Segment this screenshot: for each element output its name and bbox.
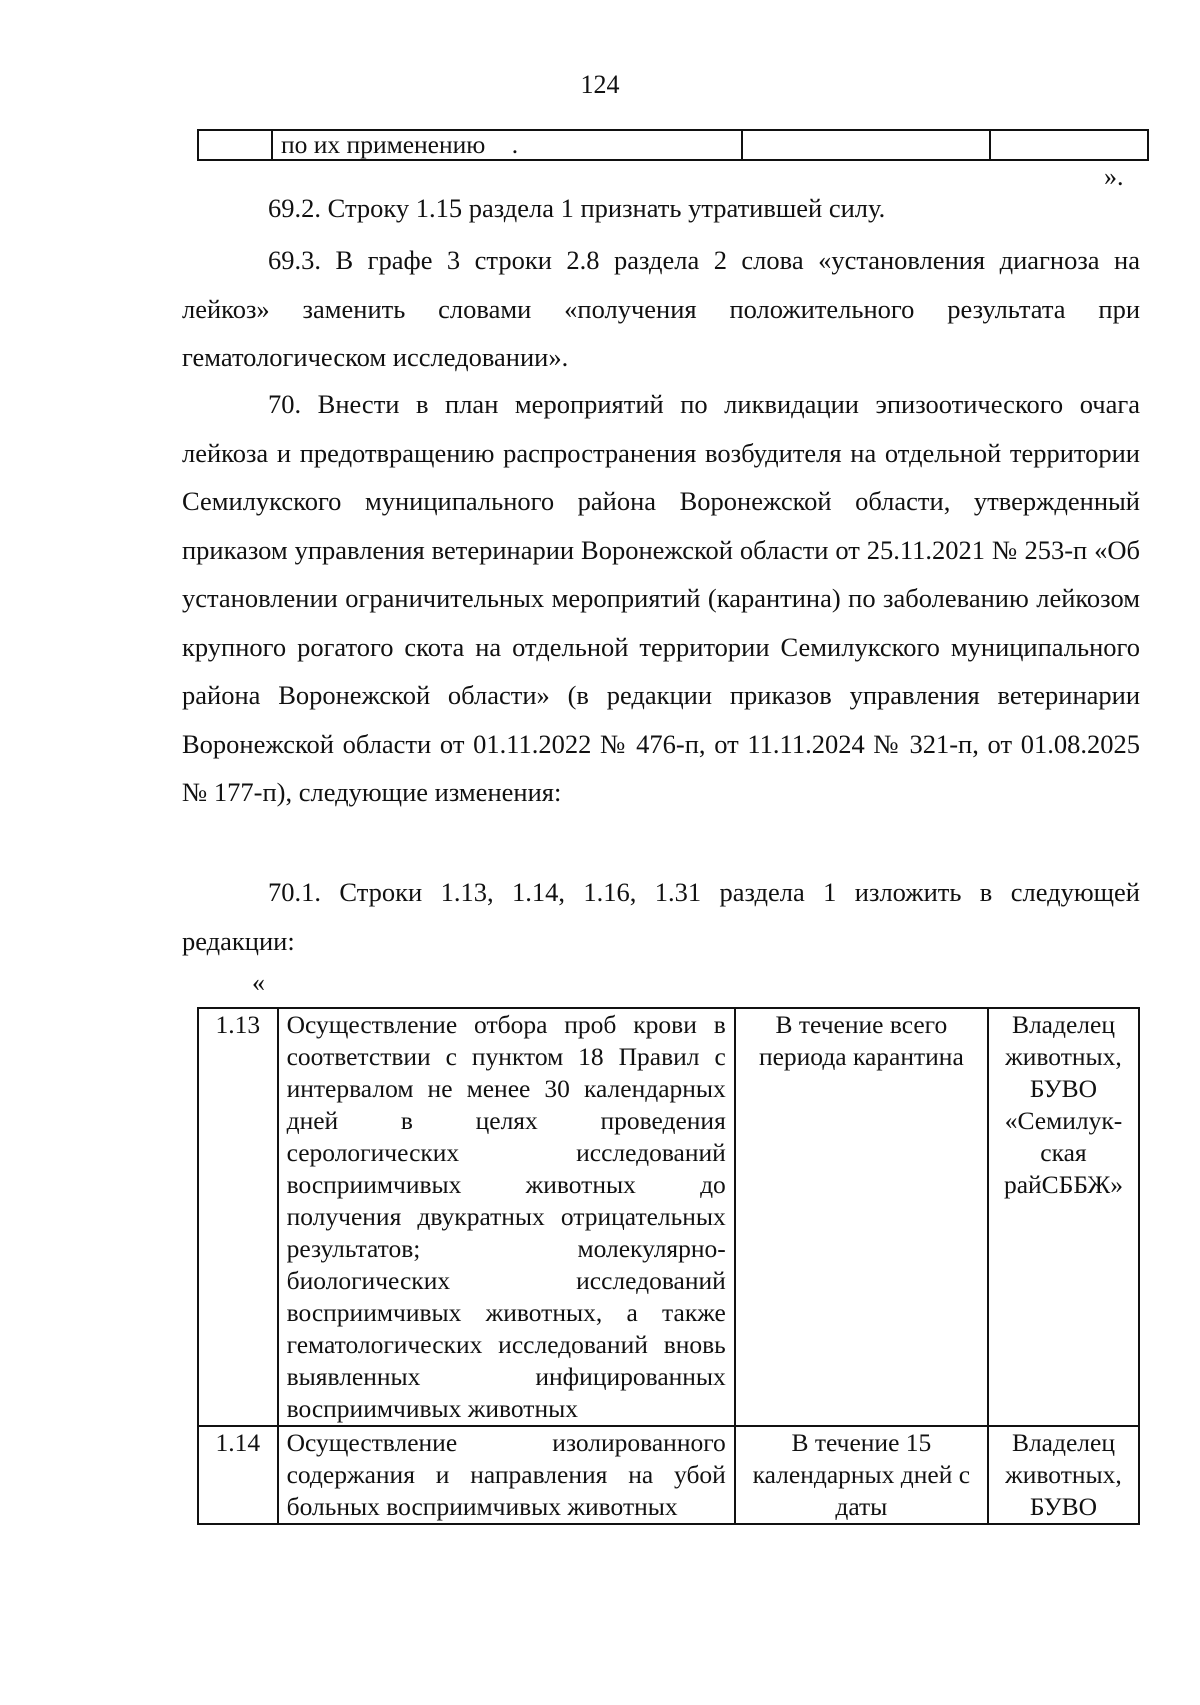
- measure-text: Осуществление изолированного содержания и направления на убой больных восприимчивых животных: [278, 1426, 735, 1524]
- page-number: 124: [580, 70, 620, 99]
- opening-quote: «: [252, 968, 265, 997]
- measure-text: Осуществление отбора проб крови в соответствии с пунктом 18 Правил с интервалом не менее 30 календарных дней в целях проведения серологических исследований восприимчивых животных до получения двукратных отрицательных результатов; молекулярно-биологических исследований восприимчивых животных, а также гематологических исследований вновь выявленных инфицированных восприимчивых животных: [278, 1008, 735, 1426]
- table-row: [198, 1426, 1139, 1524]
- measure-term: В течение всего периода карантина: [735, 1008, 988, 1426]
- measure-responsible: Владелец животных, БУВО: [988, 1426, 1139, 1524]
- paragraph-69-3: 69.3. В графе 3 строки 2.8 раздела 2 слова «установления диагноза на лейкоз» заменить словами «получения положительного результата при гематологическом исследовании».: [182, 245, 1140, 372]
- table-cell-number: [198, 130, 272, 160]
- measures-table: [197, 1007, 1140, 1525]
- cell-text: по их применению: [281, 130, 486, 159]
- closing-quote: ».: [1104, 162, 1124, 191]
- paragraph-70-1: 70.1. Строки 1.13, 1.14, 1.16, 1.31 раздела 1 изложить в следующей редакции:: [182, 877, 1140, 956]
- table-cell-text: [272, 130, 742, 160]
- measure-term: В течение 15 календарных дней с даты: [735, 1426, 988, 1524]
- stray-dot: .: [511, 130, 519, 159]
- paragraph-69-2: 69.2. Строку 1.15 раздела 1 признать утратившей силу.: [268, 193, 886, 223]
- table-cell-responsible: [990, 130, 1148, 160]
- row-number: 1.14: [198, 1426, 278, 1524]
- row-number: 1.13: [198, 1008, 278, 1426]
- paragraph-70: 70. Внести в план мероприятий по ликвидации эпизоотического очага лейкоза и предотвращению распространения возбудителя на отдельной территории Семилукского муниципального района Воронежской области, утвержденный приказом управления ветеринарии Воронежской области от 25.11.2021 № 253-п «Об установлении ограничительных мероприятий (карантина) по заболеванию лейкозом крупного рогатого скота на отдельной территории Семилукского муниципального района Воронежской области» (в редакции приказов управления ветеринарии Воронежской области от 01.11.2022 № 476-п, от 11.11.2024 № 321-п, от 01.08.2025 № 177-п), следующие изменения:: [182, 389, 1140, 807]
- table-row: [198, 130, 1148, 160]
- table-cell-term: [742, 130, 990, 160]
- top-table-fragment: [197, 129, 1149, 161]
- measure-responsible: Владелец животных, БУВО «Семилук-ская райСББЖ»: [988, 1008, 1139, 1426]
- table-row: [198, 1008, 1139, 1426]
